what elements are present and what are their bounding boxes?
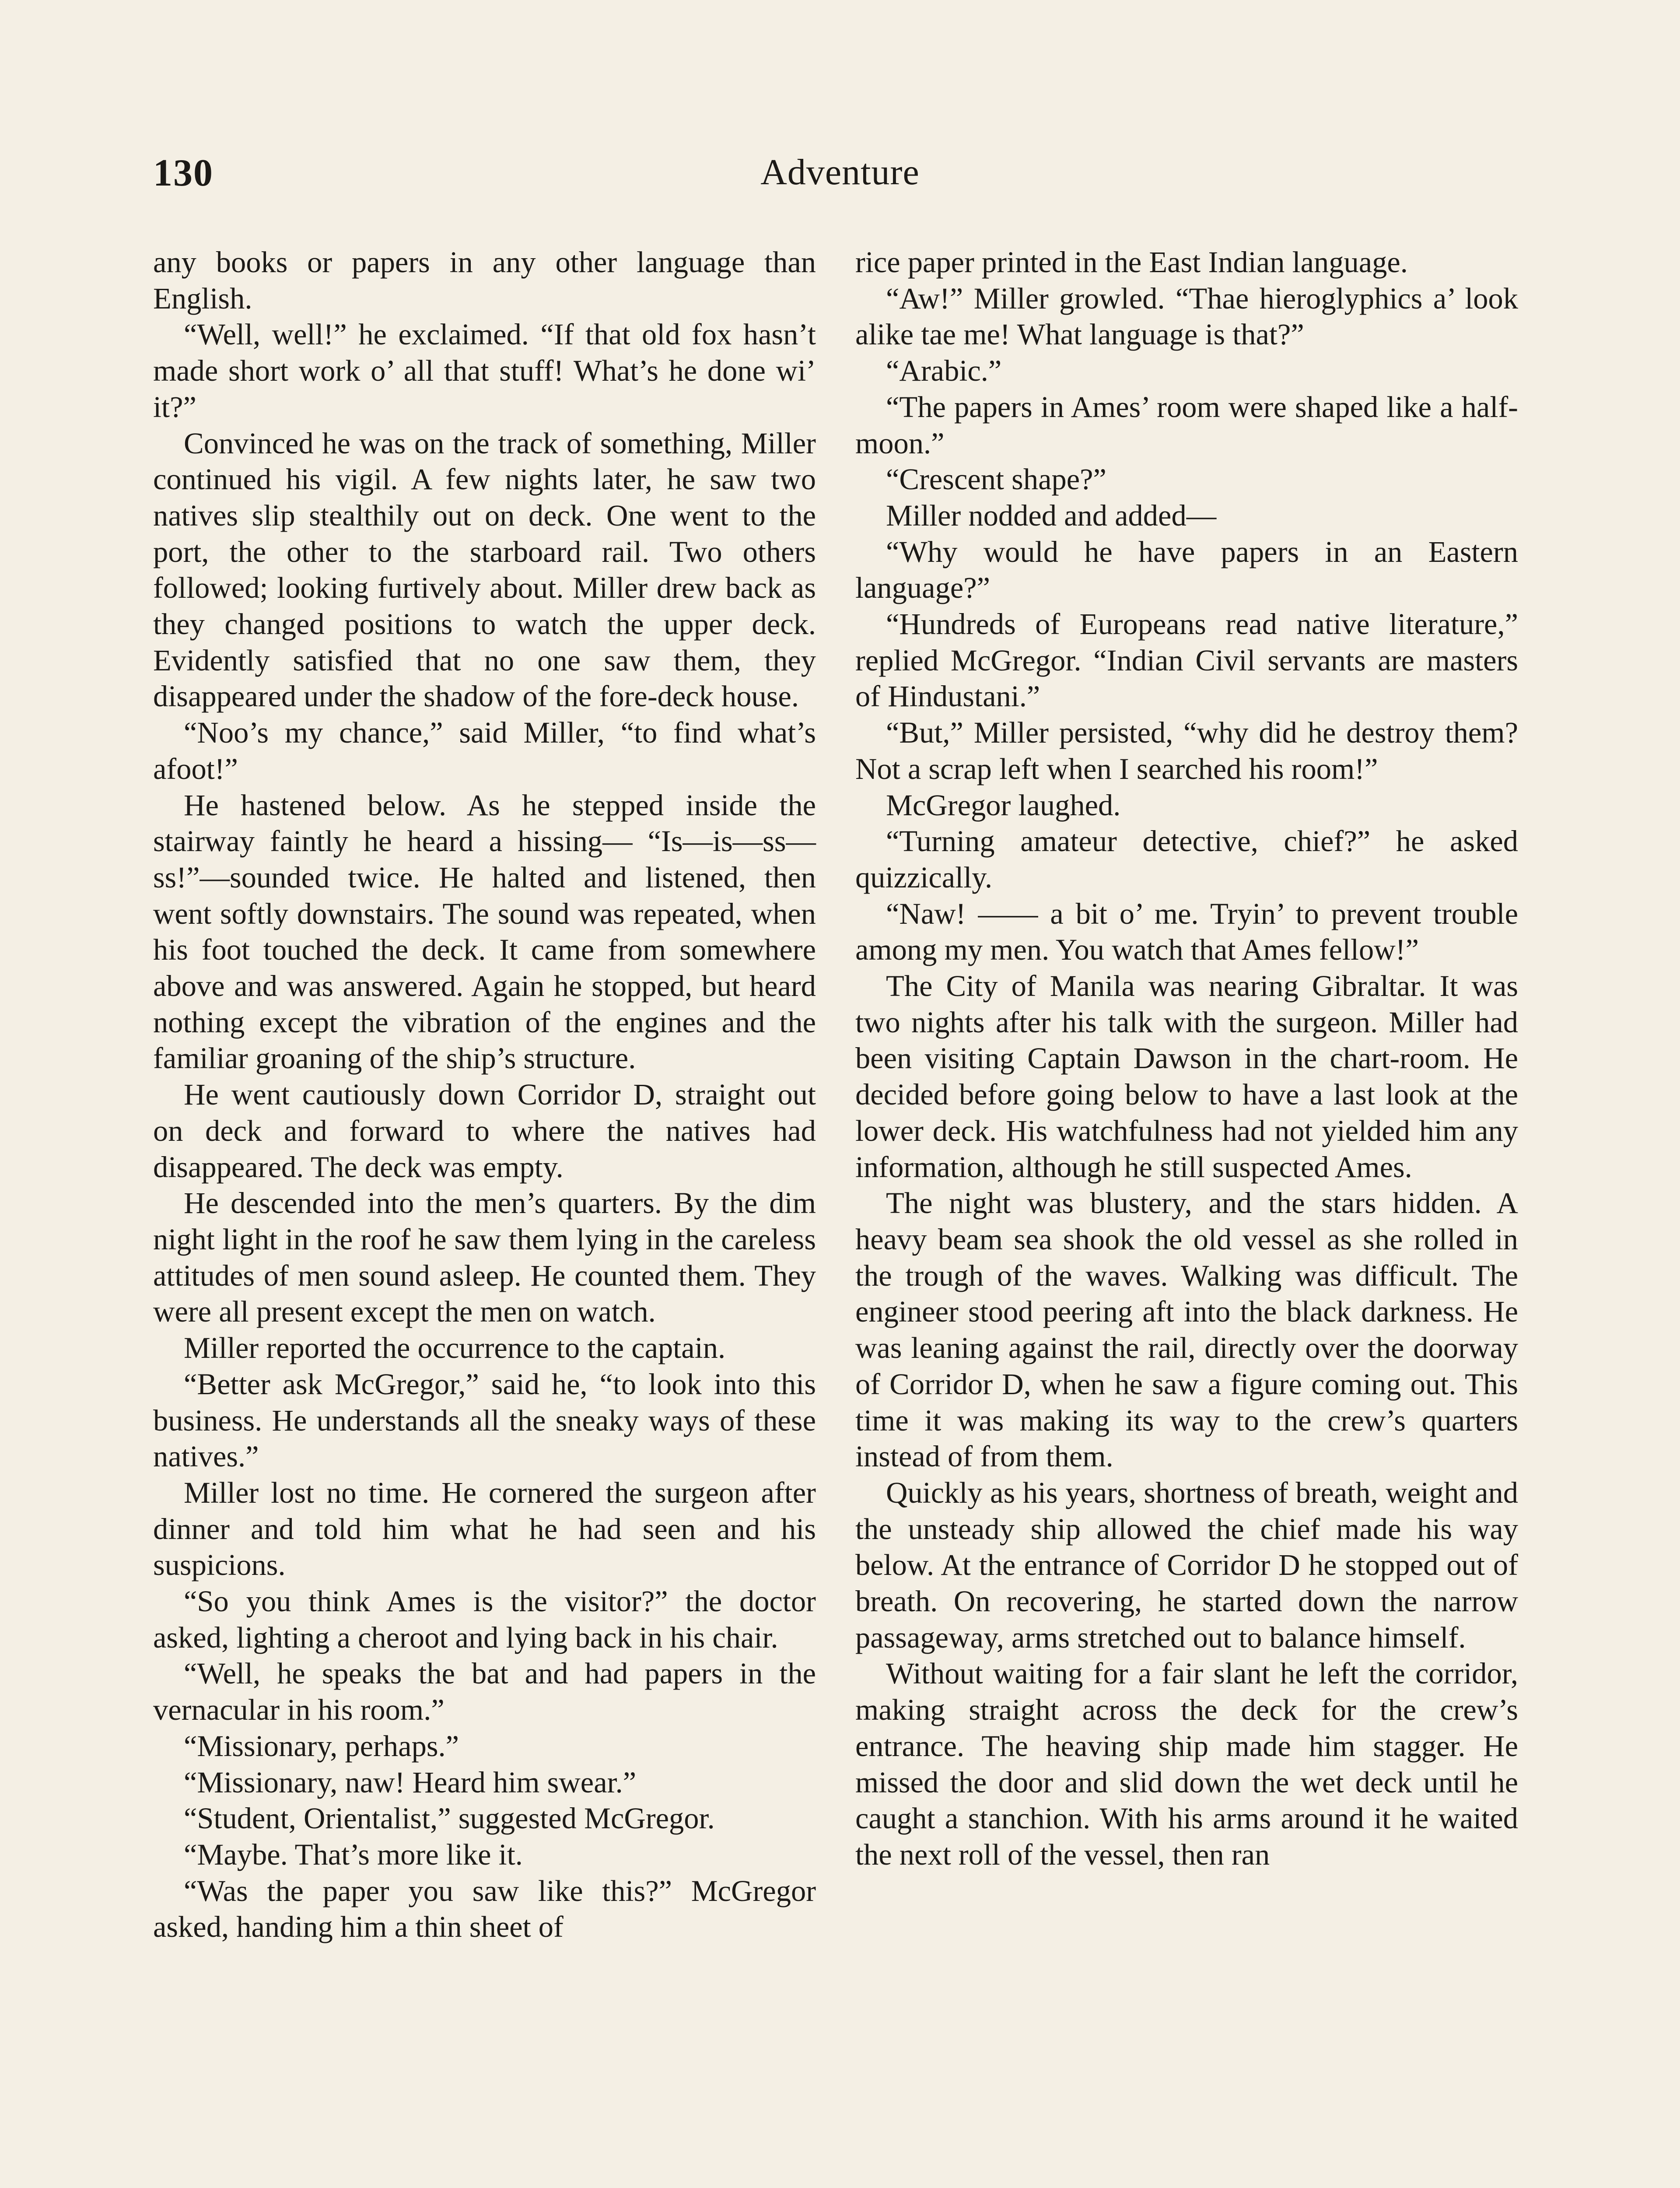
page-header xyxy=(153,151,1527,208)
paragraph: “Aw!” Miller growled. “Thae hieroglyphics a’ look alike tae me! What language is that?” xyxy=(855,281,1518,351)
paragraph: “Student, Orientalist,” suggested McGregor. xyxy=(184,1802,715,1835)
paragraph: McGregor laughed. xyxy=(886,788,1121,822)
paragraph: The City of Manila was nearing Gibraltar. It was two nights after his talk with the surgeon. Miller had been visiting Captain Dawson in the chart-room. He decided before going below to have a last look at the lower deck. His watchfulness had not yielded him any information, although he still suspected Ames. xyxy=(855,969,1518,1184)
paragraph: Quickly as his years, shortness of breath, weight and the unsteady ship allowed the chief made his way below. At the entrance of Corridor D he stopped out of breath. On recovering, he started down the narrow passageway, arms stretched out to balance himself. xyxy=(855,1476,1518,1654)
paragraph: “Naw! —— a bit o’ me. Tryin’ to prevent trouble among my men. You watch that Ames fellow!” xyxy=(855,897,1518,967)
paragraph: “Hundreds of Europeans read native literature,” replied McGregor. “Indian Civil servants are masters of Hindustani.” xyxy=(855,607,1518,713)
paragraph: Miller nodded and added— xyxy=(886,498,1217,532)
paragraph: “Why would he have papers in an Eastern language?” xyxy=(855,535,1518,605)
left-text-column xyxy=(153,244,816,1945)
paragraph: Miller lost no time. He cornered the surgeon after dinner and told him what he had seen and his suspicions. xyxy=(153,1476,816,1582)
paragraph: any books or papers in any other language than English. xyxy=(153,245,816,315)
paragraph: “Turning amateur detective, chief?” he asked quizzically. xyxy=(855,824,1518,894)
paragraph: He hastened below. As he stepped inside the stairway faintly he heard a hissing— “Is—is—ss—ss!”—sounded twice. He halted and listened, then went softly downstairs. The sound was repeated, when his foot touched the deck. It came from somewhere above and was answered. Again he stopped, but heard nothing except the vibration of the engines and the familiar groaning of the ship’s structure. xyxy=(153,788,816,1075)
paragraph: “Missionary, naw! Heard him swear.” xyxy=(184,1765,637,1799)
paragraph: He went cautiously down Corridor D, straight out on deck and forward to where the natives had disappeared. The deck was empty. xyxy=(153,1078,816,1184)
paragraph: “Maybe. That’s more like it. xyxy=(184,1837,523,1871)
running-title: Adventure xyxy=(760,152,920,193)
paragraph: “The papers in Ames’ room were shaped like a half-moon.” xyxy=(855,390,1518,460)
paragraph: “Missionary, perhaps.” xyxy=(184,1729,459,1763)
paragraph: He descended into the men’s quarters. By the dim night light in the roof he saw them lying in the careless attitudes of men sound asleep. He counted them. They were all present except the men on watch. xyxy=(153,1186,816,1329)
paragraph: “Crescent shape?” xyxy=(886,463,1106,496)
paragraph: Miller reported the occurrence to the captain. xyxy=(184,1331,726,1365)
page-number: 130 xyxy=(153,152,214,194)
paragraph: “Arabic.” xyxy=(886,354,1002,388)
paragraph: “But,” Miller persisted, “why did he destroy them? Not a scrap left when I searched his room!” xyxy=(855,716,1518,785)
right-text-column xyxy=(855,244,1518,1873)
paragraph: “Well, he speaks the bat and had papers in the vernacular in his room.” xyxy=(153,1657,816,1727)
paragraph: Without waiting for a fair slant he left the corridor, making straight across the deck for the crew’s entrance. The heaving ship made him stagger. He missed the door and slid down the wet deck until he caught a stanchion. With his arms around it he waited the next roll of the vessel, then ran xyxy=(855,1657,1518,1871)
paragraph: “Noo’s my chance,” said Miller, “to find what’s afoot!” xyxy=(153,716,816,785)
paragraph: “Well, well!” he exclaimed. “If that old fox hasn’t made short work o’ all that stuff! What’s he done wi’ it?” xyxy=(153,318,816,424)
paragraph: The night was blustery, and the stars hidden. A heavy beam sea shook the old vessel as she rolled in the trough of the waves. Walking was difficult. The engineer stood peering aft into the black darkness. He was leaning against the rail, directly over the doorway of Corridor D, when he saw a figure coming out. This time it was making its way to the crew’s quarters instead of from them. xyxy=(855,1186,1518,1473)
paragraph: “So you think Ames is the visitor?” the doctor asked, lighting a cheroot and lying back in his chair. xyxy=(153,1585,816,1654)
paragraph: “Was the paper you saw like this?” McGregor asked, handing him a thin sheet of xyxy=(153,1874,816,1944)
paragraph: “Better ask McGregor,” said he, “to look into this business. He understands all the sneaky ways of these natives.” xyxy=(153,1367,816,1473)
paragraph: Convinced he was on the track of something, Miller continued his vigil. A few nights later, he saw two natives slip stealthily out on deck. One went to the port, the other to the starboard rail. Two others followed; looking furtively about. Miller drew back as they changed positions to watch the upper deck. Evidently satisfied that no one saw them, they disappeared under the shadow of the fore-deck house. xyxy=(153,426,816,713)
paragraph: rice paper printed in the East Indian language. xyxy=(855,245,1408,279)
